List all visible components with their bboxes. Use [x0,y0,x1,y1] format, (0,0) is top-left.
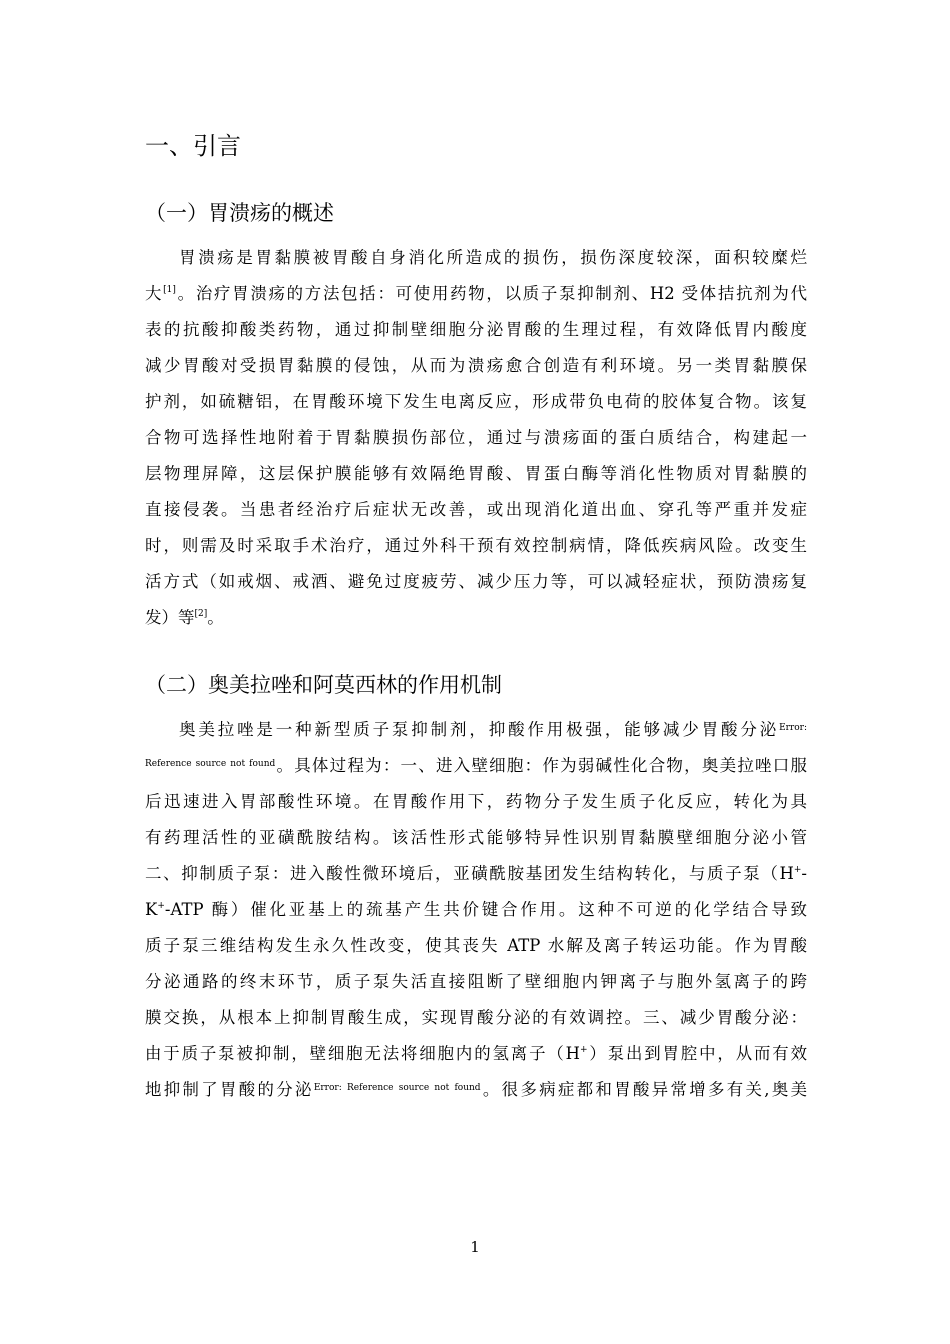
text-line: $^{Reference source not found}$。具体过程为：一、进入壁细胞：作为弱碱性化合物，奥美拉唑口服 [145,756,807,775]
superscript-plus: + [157,901,165,911]
citation-ref: [2] [194,609,208,619]
page-number: 1 [470,1238,480,1256]
text-line: 质子泵三维结构发生永久性改变，使其丧失 ATP 水解及离子转运功能。作为胃酸 [145,936,807,955]
text-line: 奥美拉唑是一种新型质子泵抑制剂，抑酸作用极强，能够减少胃酸分泌$^{Error:}$ [179,720,807,739]
paragraph-overview [145,240,807,636]
text-line: 护剂，如硫糖铝，在胃酸环境下发生电离反应，形成带负电荷的胶体复合物。该复 [145,392,807,411]
text-line: 时，则需及时采取手术治疗，通过外科干预有效控制病情，降低疾病风险。改变生 [145,536,807,555]
chapter-heading: 一、引言 [145,132,241,160]
paragraph-mechanism [145,712,807,1108]
text-line: 由于质子泵被抑制，壁细胞无法将细胞内的氢离子（H+）泵出到胃腔中，从而有效 [145,1044,807,1063]
text-line: 直接侵袭。当患者经治疗后症状无改善，或出现消化道出血、穿孔等严重并发症 [145,500,807,519]
text-line: 有药理活性的亚磺酰胺结构。该活性形式能够特异性识别胃黏膜壁细胞分泌小管 [145,828,807,847]
text-line: 大[1]。治疗胃溃疡的方法包括：可使用药物，以质子泵抑制剂、H2 受体拮抗剂为代 [145,284,807,303]
reference-error: Error: Reference source not found [313,1083,481,1093]
page-content [145,122,807,1108]
text-line: 后迅速进入胃部酸性环境。在胃酸作用下，药物分子发生质子化反应，转化为具 [145,792,807,811]
text-line: 分泌通路的终末环节，质子泵失活直接阻断了壁细胞内钾离子与胞外氢离子的跨 [145,972,807,991]
reference-error: Error: [779,723,807,733]
section-heading-mechanism: （二）奥美拉唑和阿莫西林的作用机制 [145,673,502,697]
text-line: 合物可选择性地附着于胃黏膜损伤部位，通过与溃疡面的蛋白质结合，构建起一 [145,428,807,447]
superscript-plus: + [793,865,802,875]
text-line: K+-ATP 酶）催化亚基上的巯基产生共价键合作用。这种不可逆的化学结合导致 [145,900,807,919]
text-line: 二、抑制质子泵：进入酸性微环境后，亚磺酰胺基团发生结构转化，与质子泵（H+- [145,864,807,883]
text-line: 地抑制了胃酸的分泌$^{Error: Reference source not found}$。很多病症都和胃酸异常增多有关,奥美 [145,1080,807,1099]
text-line: 膜交换，从根本上抑制胃酸生成，实现胃酸分泌的有效调控。三、减少胃酸分泌： [145,1008,807,1027]
text-line: 表的抗酸抑酸类药物，通过抑制壁细胞分泌胃酸的生理过程，有效降低胃内酸度 [145,320,807,339]
text-line: 层物理屏障，这层保护膜能够有效隔绝胃酸、胃蛋白酶等消化性物质对胃黏膜的 [145,464,807,483]
text-line: 减少胃酸对受损胃黏膜的侵蚀，从而为溃疡愈合创造有利环境。另一类胃黏膜保 [145,356,807,375]
text-line: 胃溃疡是胃黏膜被胃酸自身消化所造成的损伤，损伤深度较深，面积较糜烂 [179,248,807,267]
text-line: 活方式（如戒烟、戒酒、避免过度疲劳、减少压力等，可以减轻症状，预防溃疡复 [145,572,807,591]
citation-ref: [1] [163,285,176,295]
reference-error: Reference source not found [145,759,276,769]
text-line: 发）等[2]。 [145,608,224,627]
superscript-plus: + [579,1045,588,1055]
section-heading-overview: （一）胃溃疡的概述 [145,201,334,225]
